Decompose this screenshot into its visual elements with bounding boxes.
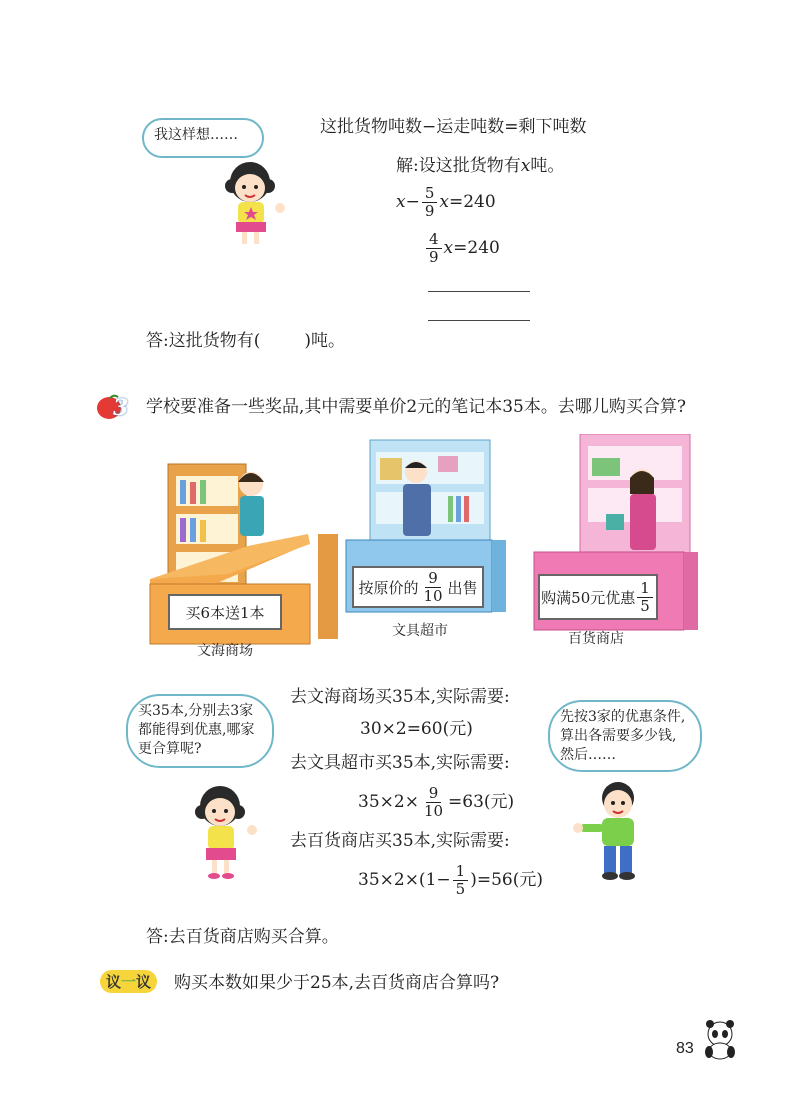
store-name-wenhai: 文海商场 (197, 643, 253, 659)
calc3-num: 1 (453, 863, 469, 881)
offer-fraction (420, 570, 445, 605)
boy-illustration (572, 772, 656, 884)
speech-bubble-left (126, 694, 274, 768)
offer-den-3: 5 (640, 596, 650, 615)
problem-number: 3 (113, 395, 129, 421)
solution-line-3: 去百货商店买35本,实际需要: (290, 831, 510, 851)
eq1-minus: − (405, 192, 420, 212)
eq1-num: 5 (422, 185, 438, 203)
problem-text: 学校要准备一些奖品,其中需要单价2元的笔记本35本。去哪儿购买合算? (146, 397, 686, 417)
calc2-den: 10 (423, 801, 444, 820)
discuss-badge-inner (100, 970, 157, 993)
offer-text: 买6本送1本 (185, 603, 265, 622)
solution-answer: 答:去百货商店购买合算。 (146, 927, 339, 947)
solution-calc-2 (358, 780, 514, 824)
solution-calc-1: 30×2=60(元) (360, 719, 473, 739)
discuss-badge (100, 970, 157, 993)
answer-suffix: )吨。 (304, 331, 346, 351)
calc2-suffix: =63(元) (448, 792, 515, 812)
eq1-fraction (422, 185, 438, 220)
calc3-den: 5 (455, 879, 466, 898)
offer-suffix: 出售 (447, 578, 478, 597)
solution-line-1: 去文海商场买35本,实际需要: (290, 687, 510, 707)
calc2-fraction (421, 785, 446, 820)
offer-num-3: 1 (637, 580, 653, 598)
calc2-num: 9 (426, 785, 442, 803)
discuss-mid: 一 (121, 973, 137, 991)
store-offer-wenju (352, 566, 484, 608)
store-name-baihuo: 百货商店 (568, 631, 624, 647)
relation-text: 这批货物吨数−运走吨数=剩下吨数 (320, 117, 587, 137)
problem-number-badge (96, 394, 129, 421)
panda-icon (700, 1018, 740, 1060)
solve-line (396, 155, 564, 177)
calc3-fraction (453, 863, 469, 898)
calc3-prefix: 35×2×(1− (358, 870, 451, 890)
discuss-left: 议 (106, 973, 122, 991)
eq1-rhs: =240 (448, 192, 496, 212)
answer-blank-line-2 (428, 320, 530, 321)
eq2-den: 9 (429, 247, 439, 266)
eq2-fraction (426, 231, 442, 266)
solve-label: 解:设这批货物有 (396, 156, 521, 176)
eq2-rhs: =240 (453, 238, 500, 258)
discuss-right: 议 (136, 973, 152, 991)
offer-prefix: 按原价的 (358, 578, 419, 597)
bubble-text: 我这样想…… (154, 127, 238, 143)
store-name-wenju: 文具超市 (392, 623, 448, 639)
answer-line-top (146, 330, 345, 352)
bubble-left-text: 买35本,分别去3家都能得到优惠,哪家更合算呢? (138, 703, 255, 757)
girl-illustration (218, 150, 298, 250)
answer-prefix: 答:这批货物有( (146, 331, 261, 351)
eq2-num: 4 (426, 231, 442, 249)
offer-num: 9 (425, 570, 441, 588)
calc3-suffix: )=56(元) (470, 870, 543, 890)
eq1-var2: x (439, 192, 449, 212)
bubble-right-text: 先按3家的优惠条件,算出各需要多少钱,然后…… (560, 709, 686, 763)
answer-blank-line-1 (428, 291, 530, 292)
offer-prefix-3: 购满50元优惠 (541, 588, 636, 607)
eq1-den: 9 (424, 201, 435, 220)
equation-1 (396, 180, 496, 224)
store-offer-baihuo (538, 574, 658, 620)
solution-line-2: 去文具超市买35本,实际需要: (290, 753, 510, 773)
store-offer-wenhai (168, 594, 282, 630)
speech-bubble-right (548, 700, 702, 772)
offer-fraction-3 (637, 580, 653, 615)
eq1-var: x (396, 192, 406, 212)
equation-2 (424, 226, 500, 270)
girl-illustration-2 (186, 776, 266, 884)
offer-den: 10 (423, 586, 443, 605)
eq2-var: x (443, 238, 454, 258)
discuss-question: 购买本数如果少于25本,去百货商店合算吗? (174, 973, 500, 993)
calc2-prefix: 35×2× (358, 792, 419, 812)
solve-var: x (520, 156, 531, 176)
page-number: 83 (676, 1040, 694, 1057)
solve-unit: 吨。 (530, 156, 565, 176)
solution-calc-3 (358, 858, 543, 902)
